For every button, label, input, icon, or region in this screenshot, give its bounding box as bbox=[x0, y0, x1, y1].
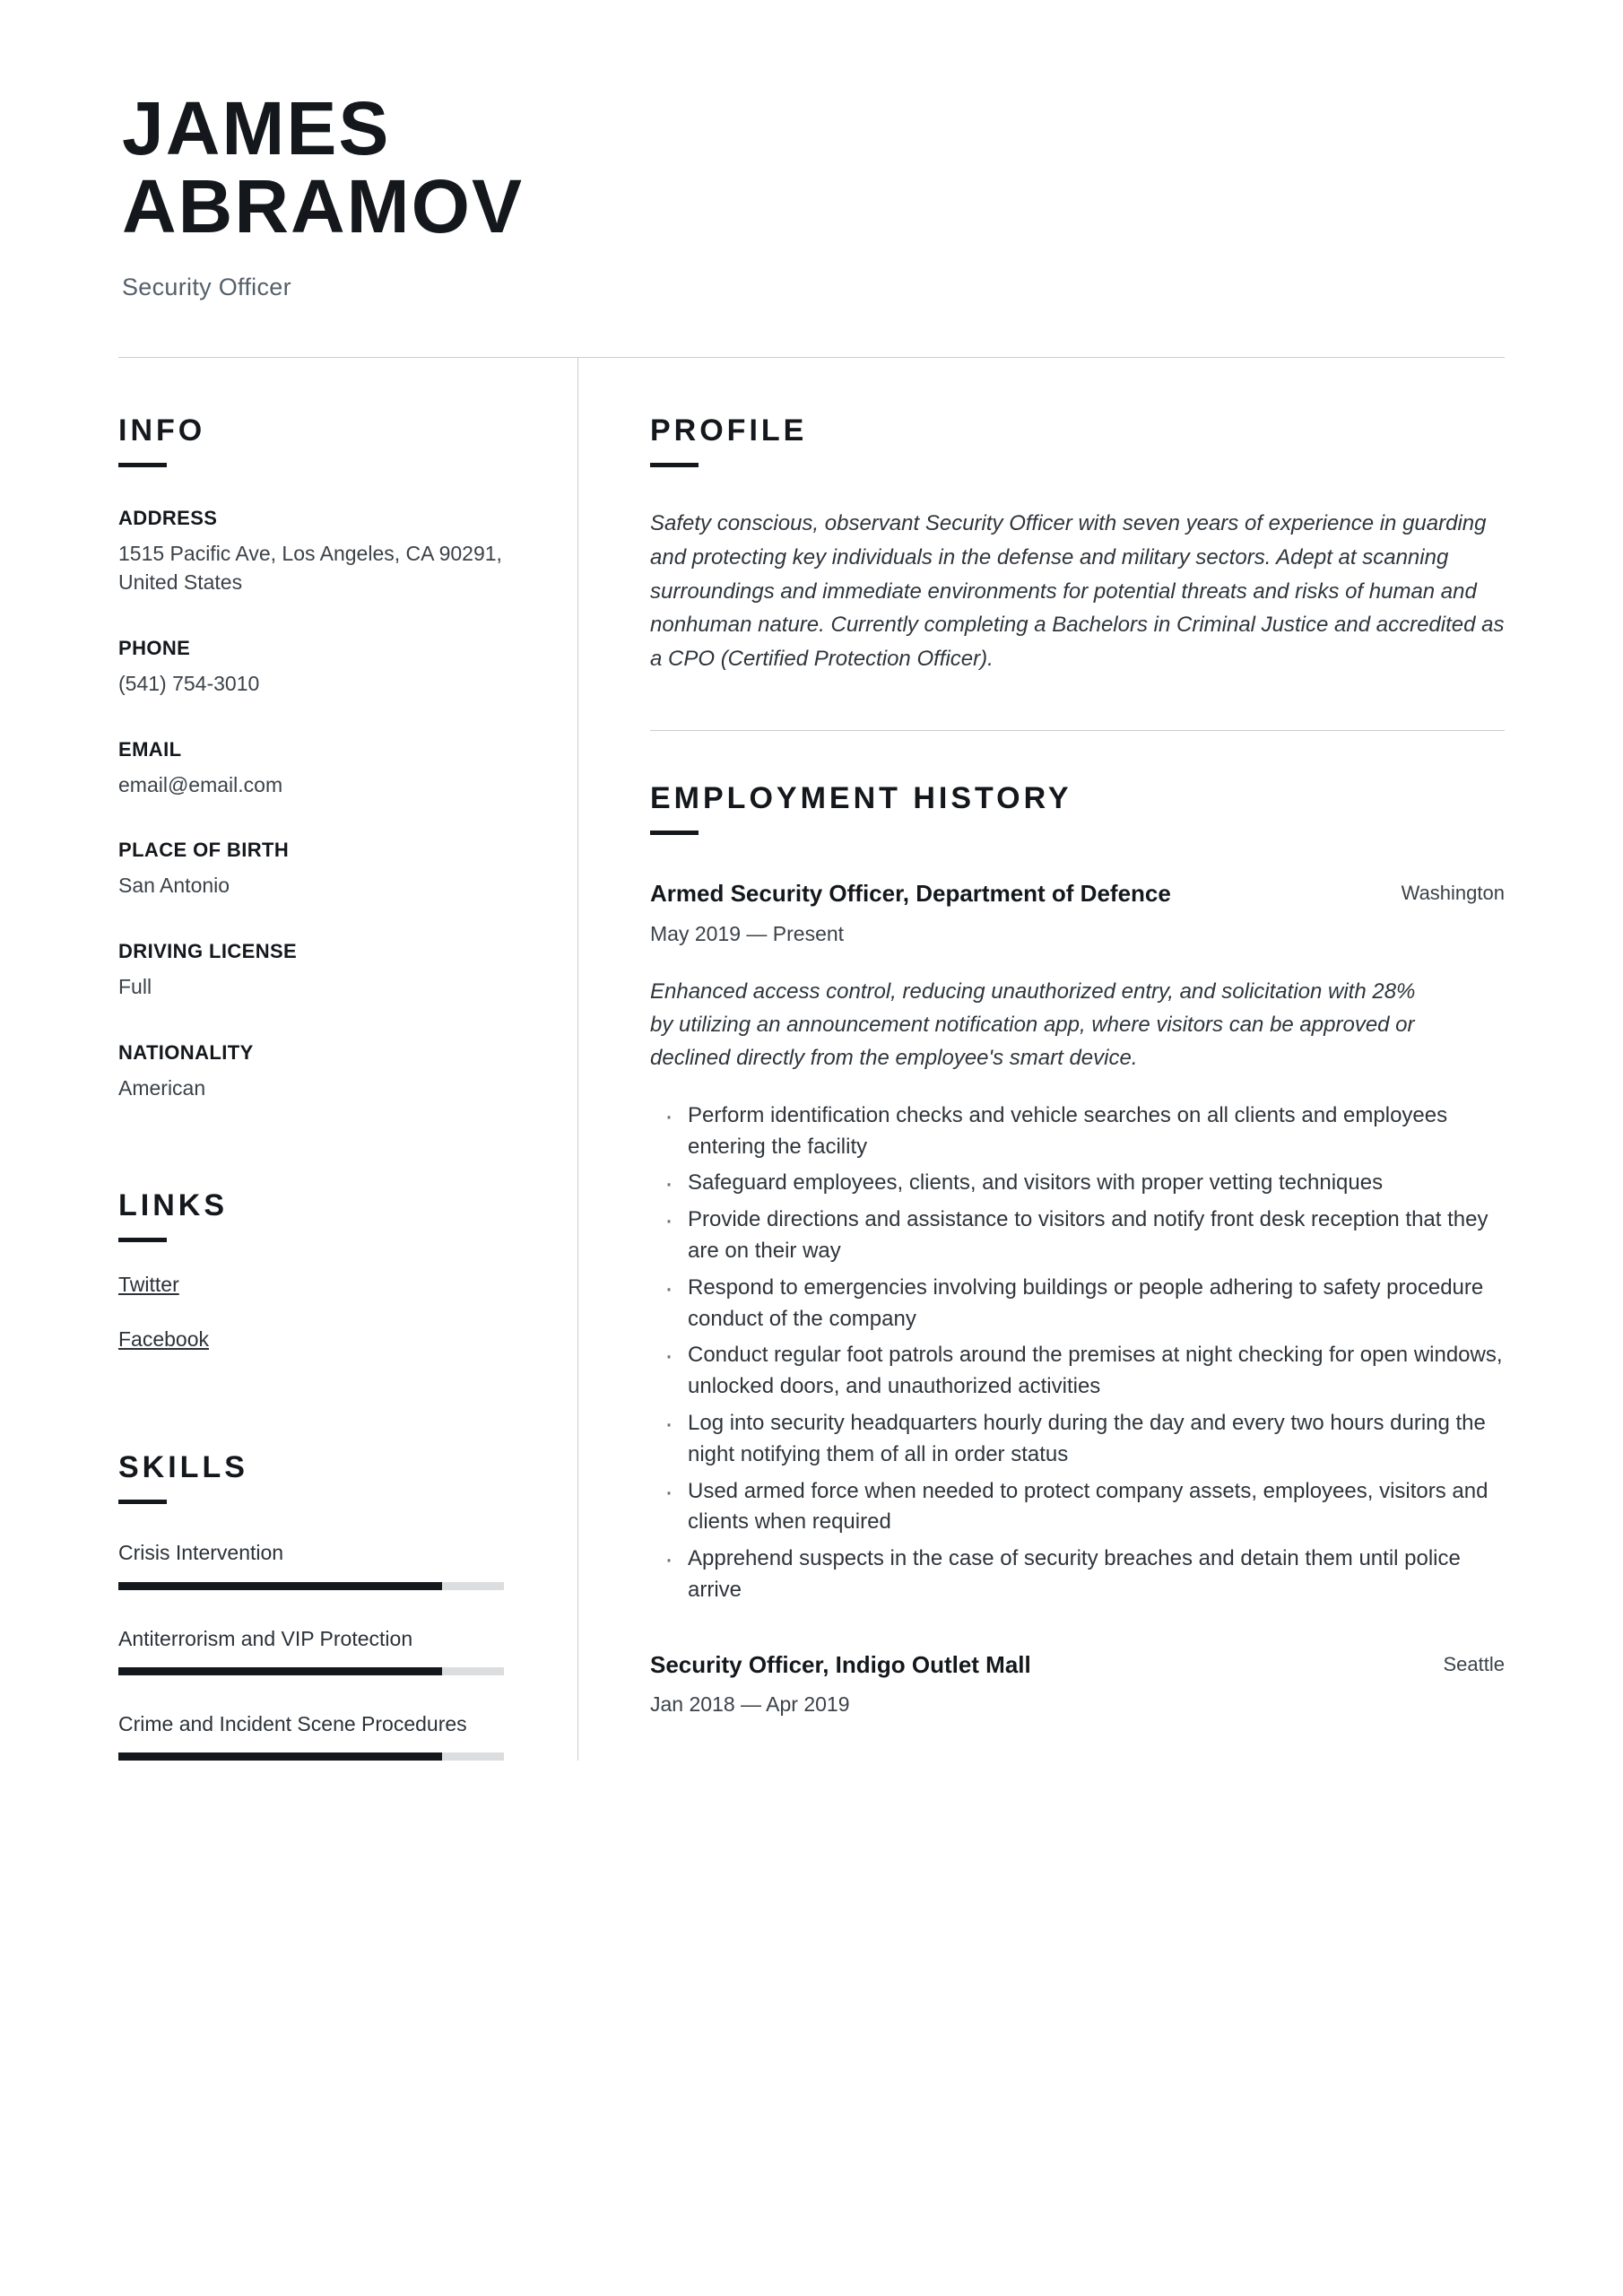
skill-level-fill bbox=[118, 1582, 442, 1590]
info-label: DRIVING LICENSE bbox=[118, 940, 298, 962]
profile-section bbox=[650, 413, 1505, 677]
skill-item bbox=[118, 1538, 542, 1589]
job-bullet: · Provide directions and assistance to visitors and notify front desk reception that they are on their way bbox=[650, 1205, 1505, 1267]
job-location: Seattle bbox=[1443, 1652, 1505, 1675]
info-value: American bbox=[118, 1075, 206, 1100]
employment-heading: EMPLOYMENT HISTORY bbox=[650, 781, 1072, 816]
main-column bbox=[578, 358, 1505, 1761]
job-location: Washington bbox=[1401, 882, 1505, 905]
info-value: email@email.com bbox=[118, 772, 283, 796]
info-field-address bbox=[118, 507, 542, 597]
skill-item bbox=[118, 1624, 542, 1675]
employment-section bbox=[650, 781, 1505, 1717]
job-dates: May 2019 — Present bbox=[650, 921, 845, 945]
skill-item bbox=[118, 1709, 542, 1761]
job-bullets bbox=[650, 1100, 1505, 1606]
job-dates: Jan 2018 — Apr 2019 bbox=[650, 1692, 850, 1717]
first-name: JAMES bbox=[122, 86, 391, 170]
job-bullet: · Log into security headquarters hourly during the day and every two hours during the night notifying them of all in order status bbox=[650, 1408, 1505, 1471]
profile-text: Safety conscious, observant Security Officer with seven years of experience in guarding and protecting key individuals in the defense and military sectors. Adept at scanning surroundings and immediate environments for potential threats and risks of human and nonhuman nature. Currently completing a Bachelors in Criminal Justice and accredited as a CPO (Certified Protection Officer). bbox=[650, 510, 1505, 672]
job-bullet: · Conduct regular foot patrols around the premises at night checking for open windows, unlocked doors, and unauthorized activities bbox=[650, 1340, 1505, 1403]
link-row bbox=[118, 1297, 542, 1352]
employment-heading-underline bbox=[650, 831, 699, 835]
skill-level-bar bbox=[118, 1667, 504, 1675]
job-header bbox=[650, 878, 1505, 909]
info-heading-underline bbox=[118, 463, 167, 467]
skill-level-bar bbox=[118, 1582, 504, 1590]
link-row bbox=[118, 1242, 542, 1297]
sidebar-column bbox=[118, 358, 577, 1761]
info-field-email bbox=[118, 738, 542, 800]
info-heading: INFO bbox=[118, 413, 206, 448]
job-bullet: · Respond to emergencies involving buildings or people adhering to safety procedure conduct of the company bbox=[650, 1273, 1505, 1335]
candidate-name bbox=[122, 86, 1505, 249]
info-label: NATIONALITY bbox=[118, 1040, 254, 1064]
job-summary: Enhanced access control, reducing unauthorized entry, and solicitation with 28% by utilizing an announcement notification app, where visitors can be approved or declined directly from the employee's smart device. bbox=[650, 978, 1416, 1071]
info-value: San Antonio bbox=[118, 874, 230, 898]
candidate-job-title: Security Officer bbox=[122, 273, 291, 300]
skill-name: Antiterrorism and VIP Protection bbox=[118, 1626, 413, 1650]
info-value: 1515 Pacific Ave, Los Angeles, CA 90291, United States bbox=[118, 541, 502, 595]
job-header bbox=[650, 1649, 1505, 1680]
links-section bbox=[118, 1188, 542, 1352]
job-entry bbox=[650, 1649, 1505, 1717]
job-bullet: · Apprehend suspects in the case of security breaches and detain them until police arrive bbox=[650, 1544, 1505, 1606]
job-role: Security Officer, Indigo Outlet Mall bbox=[650, 1650, 1031, 1678]
skill-level-fill bbox=[118, 1752, 442, 1761]
info-field-place-of-birth bbox=[118, 839, 542, 900]
link-facebook[interactable]: Facebook bbox=[118, 1327, 210, 1352]
info-value: (541) 754-3010 bbox=[118, 672, 260, 696]
resume-header bbox=[118, 86, 1505, 301]
info-field-driving-license bbox=[118, 940, 542, 1002]
skills-heading-underline bbox=[118, 1500, 167, 1504]
info-label: ADDRESS bbox=[118, 506, 218, 529]
info-value: Full bbox=[118, 975, 152, 998]
skill-level-bar bbox=[118, 1752, 504, 1761]
profile-heading-underline bbox=[650, 463, 699, 467]
job-entry bbox=[650, 878, 1505, 1606]
info-field-nationality bbox=[118, 1041, 542, 1103]
skills-section bbox=[118, 1450, 542, 1761]
info-section bbox=[118, 413, 542, 1103]
info-field-phone bbox=[118, 637, 542, 699]
link-twitter[interactable]: Twitter bbox=[118, 1273, 179, 1297]
job-bullet: · Safeguard employees, clients, and visitors with proper vetting techniques bbox=[650, 1168, 1505, 1199]
skill-name: Crisis Intervention bbox=[118, 1541, 284, 1565]
job-bullet: · Perform identification checks and vehicle searches on all clients and employees entering the facility bbox=[650, 1100, 1505, 1163]
profile-divider bbox=[650, 730, 1505, 731]
links-heading: LINKS bbox=[118, 1188, 228, 1223]
info-label: EMAIL bbox=[118, 737, 182, 761]
profile-heading: PROFILE bbox=[650, 413, 808, 448]
info-label: PHONE bbox=[118, 637, 191, 660]
job-role: Armed Security Officer, Department of Defence bbox=[650, 880, 1171, 908]
resume-body bbox=[118, 358, 1505, 1761]
last-name: ABRAMOV bbox=[122, 164, 524, 249]
skill-level-fill bbox=[118, 1667, 442, 1675]
job-bullet: · Used armed force when needed to protect company assets, employees, visitors and clients when required bbox=[650, 1476, 1505, 1539]
skills-heading: SKILLS bbox=[118, 1450, 248, 1485]
info-label: PLACE OF BIRTH bbox=[118, 839, 290, 862]
skill-name: Crime and Incident Scene Procedures bbox=[118, 1711, 467, 1735]
